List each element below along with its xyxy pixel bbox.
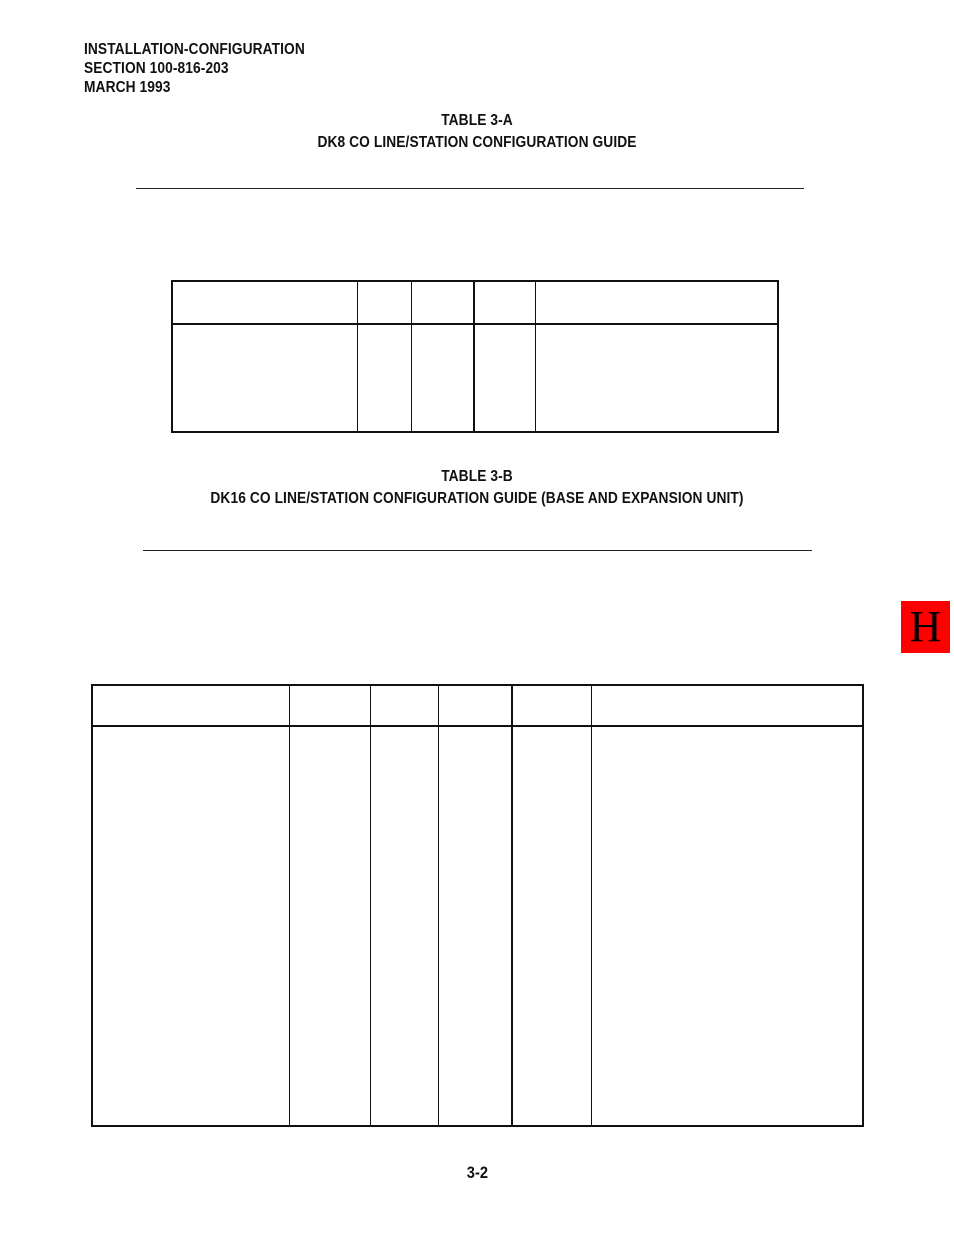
table-3b-grid xyxy=(91,684,864,1127)
table-3b-column-divider xyxy=(289,686,290,1125)
table-3a-column-divider xyxy=(473,282,475,431)
table-3b-rule xyxy=(143,550,812,551)
page-number-container xyxy=(0,1163,954,1183)
header-section-number: SECTION 100-816-203 xyxy=(84,60,229,77)
table-3b-label: TABLE 3-B xyxy=(441,468,513,485)
table-3a-column-divider xyxy=(535,282,536,431)
page-number: 3-2 xyxy=(466,1163,488,1182)
table-3b-header-divider xyxy=(93,725,862,727)
table-3a-column-divider xyxy=(357,282,358,431)
table-3b-column-divider xyxy=(591,686,592,1125)
header-document-type: INSTALLATION-CONFIGURATION xyxy=(84,41,305,58)
section-tab-marker: H xyxy=(901,601,950,653)
table-3a-rule xyxy=(136,188,804,189)
table-3a-grid xyxy=(171,280,779,433)
table-3a-title: DK8 CO LINE/STATION CONFIGURATION GUIDE xyxy=(317,134,637,151)
table-3a-header-divider xyxy=(173,323,777,325)
table-3b-title: DK16 CO LINE/STATION CONFIGURATION GUIDE (BASE AND EXPANSION UNIT) xyxy=(210,490,744,507)
table-3b-column-divider xyxy=(511,686,513,1125)
table-3a-label: TABLE 3-A xyxy=(441,112,513,129)
table-3a-column-divider xyxy=(411,282,412,431)
header-date: MARCH 1993 xyxy=(84,79,171,96)
running-header xyxy=(84,40,341,97)
table-3b-column-divider xyxy=(370,686,371,1125)
table-3b-column-divider xyxy=(438,686,439,1125)
table-3a-caption xyxy=(0,110,954,154)
table-3b-caption xyxy=(0,466,954,510)
